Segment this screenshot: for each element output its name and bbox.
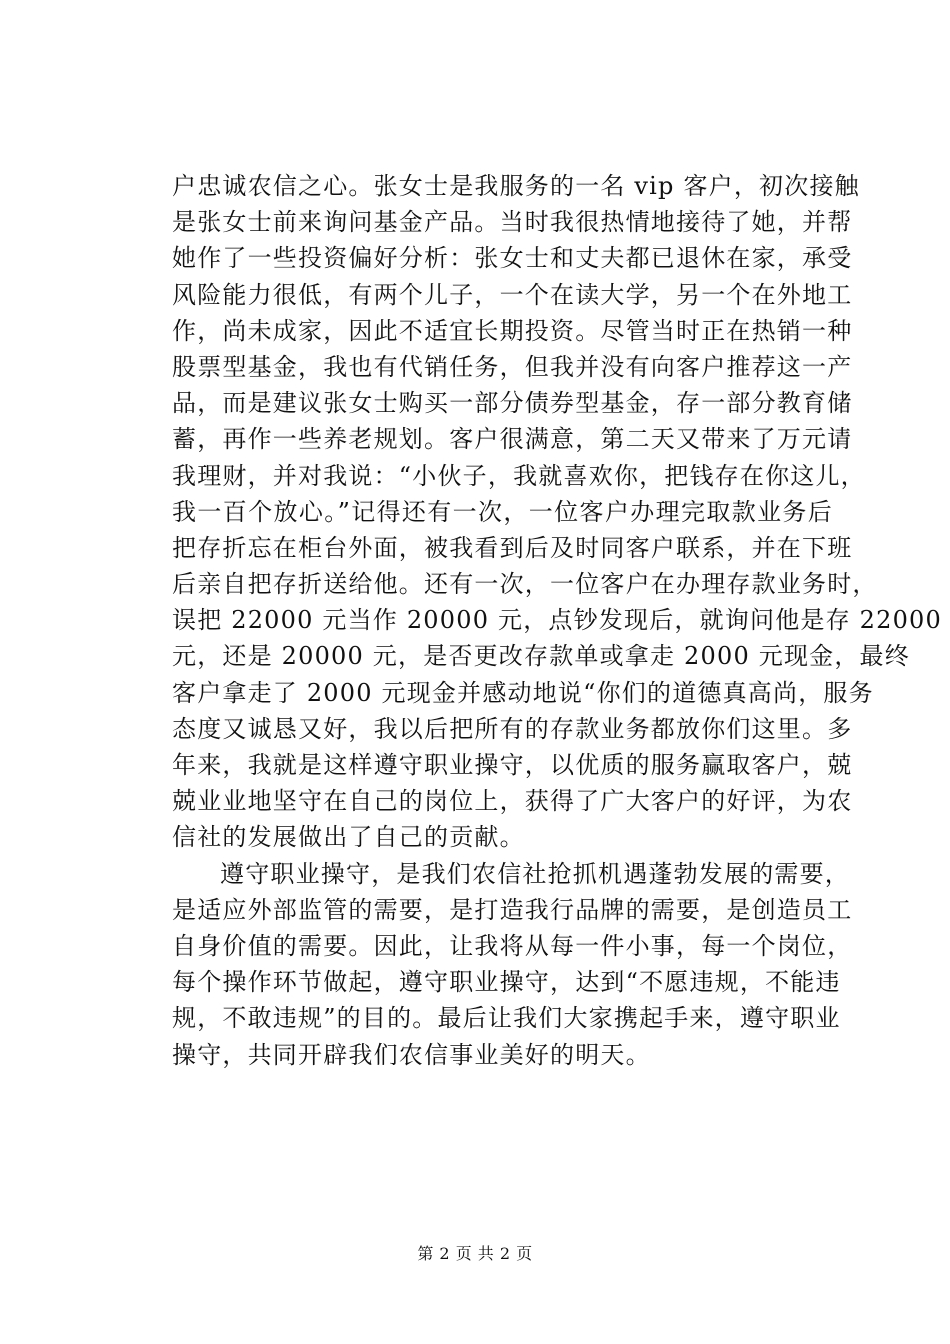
text-line: 户忠诚农信之心。张女士是我服务的一名 vip 客户，初次接触 [172,172,860,200]
text-line: 股票型基金，我也有代销任务，但我并没有向客户推荐这一产 [172,352,853,381]
paragraph-1 [172,168,942,856]
text-line: 是适应外部监管的需要，是打造我行品牌的需要，是创造员工 [172,895,853,924]
text-line: 误把 22000 元当作 20000 元，点钞发现后，就询问他是存 22000 [172,606,942,635]
text-line: 我一百个放心。”记得还有一次，一位客户办理完取款业务后 [172,497,833,526]
text-line: 自身价值的需要。因此，让我将从每一件小事，每一个岗位， [172,931,853,960]
text-line: 遵守职业操守，是我们农信社抢抓机遇蓬勃发展的需要， [220,859,850,888]
page-number-label: 第 2 页 共 2 页 [417,1244,533,1263]
text-line: 年来，我就是这样遵守职业操守，以优质的服务赢取客户，兢 [172,751,853,779]
text-line: 每个操作环节做起，遵守职业操守，达到“不愿违规，不能违 [172,968,841,997]
text-line: 蓄，再作一些养老规划。客户很满意，第二天又带来了万元请 [172,425,853,454]
text-line: 客户拿走了 2000 元现金并感动地说“你们的道德真高尚，服务 [172,678,874,707]
page-footer [0,1242,950,1266]
paragraph-2 [172,856,853,1073]
text-line: 品，而是建议张女士购买一部分债券型基金，存一部分教育储 [172,389,853,418]
text-line: 态度又诚恳又好，我以后把所有的存款业务都放你们这里。多 [172,714,853,743]
document-body [172,168,942,1073]
text-line: 是张女士前来询问基金产品。当时我很热情地接待了她，并帮 [172,208,853,237]
text-line: 后亲自把存折送给他。还有一次，一位客户在办理存款业务时， [172,570,878,599]
text-line: 把存折忘在柜台外面，被我看到后及时同客户联系，并在下班 [172,533,853,562]
text-line: 信社的发展做出了自己的贡献。 [172,823,525,852]
text-line: 她作了一些投资偏好分析：张女士和丈夫都已退休在家，承受 [172,244,853,273]
text-line: 我理财，并对我说：“小伙子，我就喜欢你，把钱存在你这儿， [172,461,866,490]
text-line: 兢业业地坚守在自己的岗位上，获得了广大客户的好评，为农 [172,787,853,816]
text-line: 元，还是 20000 元，是否更改存款单或拿走 2000 元现金，最终 [172,642,910,671]
text-line: 风险能力很低，有两个儿子，一个在读大学，另一个在外地工 [172,280,853,309]
text-line: 规，不敢违规”的目的。最后让我们大家携起手来，遵守职业 [172,1004,841,1033]
text-line: 作，尚未成家，因此不适宜长期投资。尽管当时正在热销一种 [172,316,853,345]
text-line: 操守，共同开辟我们农信事业美好的明天。 [172,1040,651,1069]
